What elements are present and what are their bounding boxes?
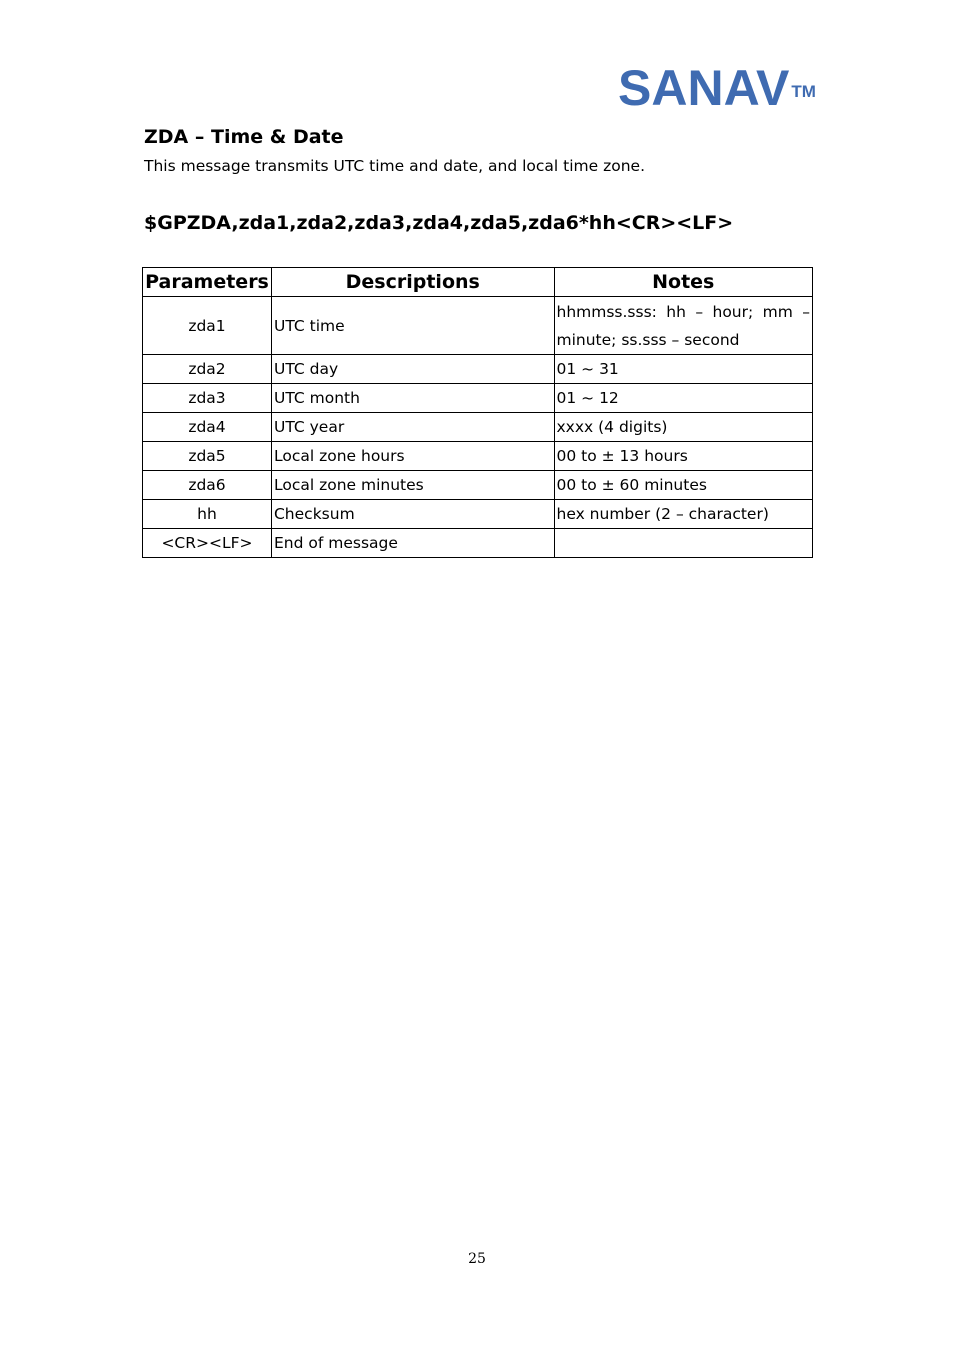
description-cell: UTC year bbox=[271, 413, 554, 442]
description-cell: End of message bbox=[271, 529, 554, 558]
param-cell: zda2 bbox=[143, 355, 272, 384]
trademark-mark: TM bbox=[791, 82, 816, 101]
description-cell: Local zone minutes bbox=[271, 471, 554, 500]
param-cell: zda5 bbox=[143, 442, 272, 471]
description-cell: Checksum bbox=[271, 500, 554, 529]
description-cell: UTC day bbox=[271, 355, 554, 384]
section-intro: This message transmits UTC time and date, and local time zone. bbox=[144, 157, 645, 175]
logo-text: SANAV bbox=[618, 60, 790, 116]
param-cell: zda3 bbox=[143, 384, 272, 413]
page-number: 25 bbox=[468, 1251, 486, 1267]
message-syntax: $GPZDA,zda1,zda2,zda3,zda4,zda5,zda6*hh<CR><LF> bbox=[144, 212, 734, 234]
table-row bbox=[143, 442, 813, 471]
note-cell: 00 to ± 13 hours bbox=[554, 442, 813, 471]
note-cell: 01 ~ 12 bbox=[554, 384, 813, 413]
note-cell bbox=[554, 529, 813, 558]
note-cell: 00 to ± 60 minutes bbox=[554, 471, 813, 500]
param-cell: zda1 bbox=[143, 297, 272, 355]
param-cell: zda4 bbox=[143, 413, 272, 442]
header-descriptions: Descriptions bbox=[271, 268, 554, 297]
parameters-table bbox=[142, 267, 813, 558]
header-notes: Notes bbox=[554, 268, 813, 297]
param-cell: hh bbox=[143, 500, 272, 529]
table-row bbox=[143, 500, 813, 529]
param-cell: zda6 bbox=[143, 471, 272, 500]
table-row bbox=[143, 384, 813, 413]
table-row bbox=[143, 297, 813, 355]
param-cell: <CR><LF> bbox=[143, 529, 272, 558]
note-cell: 01 ~ 31 bbox=[554, 355, 813, 384]
header-parameters: Parameters bbox=[143, 268, 272, 297]
note-cell: hhmmss.sss: hh – hour; mm – minute; ss.sss – second bbox=[554, 297, 813, 355]
table-row bbox=[143, 355, 813, 384]
description-cell: UTC month bbox=[271, 384, 554, 413]
note-cell: xxxx (4 digits) bbox=[554, 413, 813, 442]
section-title: ZDA – Time & Date bbox=[144, 126, 344, 148]
note-cell: hex number (2 – character) bbox=[554, 500, 813, 529]
table-row bbox=[143, 471, 813, 500]
table-row bbox=[143, 413, 813, 442]
table-row bbox=[143, 529, 813, 558]
table-header-row bbox=[143, 268, 813, 297]
sanav-logo bbox=[618, 62, 814, 114]
description-cell: UTC time bbox=[271, 297, 554, 355]
description-cell: Local zone hours bbox=[271, 442, 554, 471]
